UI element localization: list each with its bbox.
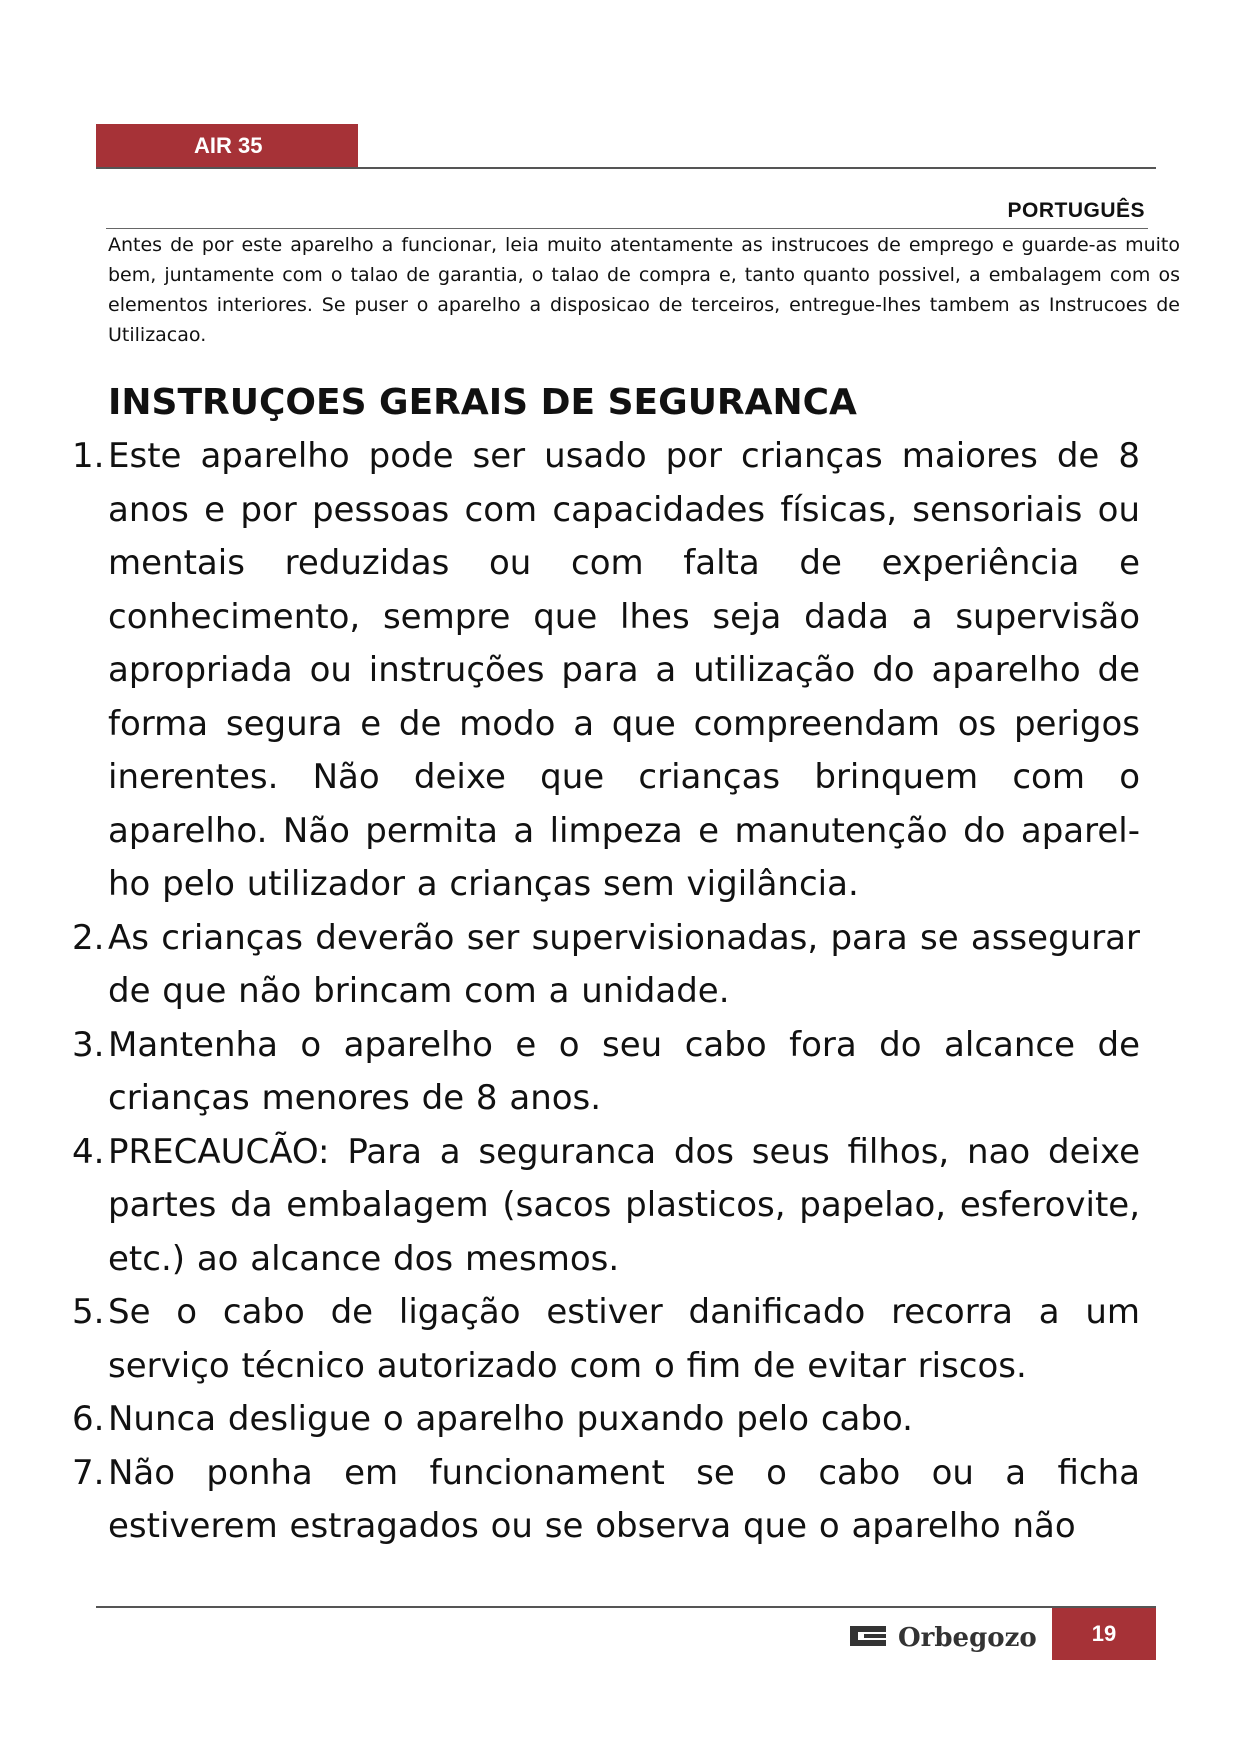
list-item (0, 1447, 1241, 1554)
model-label: AIR 35 (194, 133, 263, 158)
item-text: Não ponha em funcionament se o cabo ou a ficha estiverem estragados ou se observa que o aparelho não (108, 1452, 1140, 1546)
intro-paragraph: Antes de por este aparelho a funcionar, leia muito atentamente as instrucoes de emprego e guarde-as muito bem, juntamente com o talao de garantia, o talao de compra e, tanto quanto possivel, a embalagem com os elementos interiores. Se puser o aparelho a disposicao de terceiros, entregue-lhes tambem as Instrucoes de Utilizacao. (108, 234, 1180, 346)
item-text: Este aparelho pode ser usado por crianças maiores de 8 anos e por pessoas com capacidades físicas, sensoriais ou mentais reduzidas ou com falta de experiência e conhecimento, sempre que lhes seja dada a supervisão apropriada ou instruções para a utilização do aparelho de forma segura e de modo a que compreendam os perigos inerentes. Não deixe que crianças brinquem com o aparelho. Não permita a limpeza e manutenção do aparel-ho pelo utilizador a crianças sem vigilância. (108, 436, 1140, 904)
item-text: PRECAUCÃO: Para a seguranca dos seus filhos, nao deixe partes da embalagem (sacos plasticos, papelao, esferovite, etc.) ao alcance dos mesmos. (108, 1131, 1140, 1279)
item-number: 4. (72, 1131, 105, 1172)
brand-logo (846, 1614, 1046, 1656)
item-number: 5. (72, 1292, 105, 1332)
model-tab (96, 124, 358, 168)
page-number-box (1052, 1608, 1156, 1660)
item-number: 7. (72, 1452, 105, 1493)
item-text: As crianças deverão ser supervisionadas, para se assegurar de que não brincam com a unidade. (108, 917, 1140, 1011)
page-number: 19 (1091, 1621, 1117, 1646)
item-text: Nunca desligue o aparelho puxando pelo cabo. (108, 1399, 913, 1439)
list-item (0, 912, 1241, 1019)
svg-text:Orbegozo: Orbegozo (898, 1623, 1037, 1653)
item-number: 1. (72, 436, 105, 476)
item-number: 3. (72, 1024, 105, 1065)
list-item (0, 1019, 1241, 1126)
header-divider (96, 167, 1156, 169)
item-text: Se o cabo de ligação estiver danificado recorra a um serviço técnico autorizado com o fim de evitar riscos. (108, 1292, 1140, 1386)
item-number: 6. (72, 1399, 105, 1439)
item-text: Mantenha o aparelho e o seu cabo fora do alcance de crianças menores de 8 anos. (108, 1024, 1140, 1118)
list-item (0, 1286, 1241, 1393)
item-number: 2. (72, 917, 105, 958)
language-divider (106, 228, 1148, 229)
safety-instructions-list (0, 430, 1241, 1554)
section-title: INSTRUÇOES GERAIS DE SEGURANCA (108, 382, 857, 423)
list-item (0, 430, 1241, 912)
language-label: PORTUGUÊS (1007, 199, 1145, 222)
list-item (0, 1126, 1241, 1287)
list-item (0, 1393, 1241, 1447)
footer-divider (96, 1606, 1156, 1608)
